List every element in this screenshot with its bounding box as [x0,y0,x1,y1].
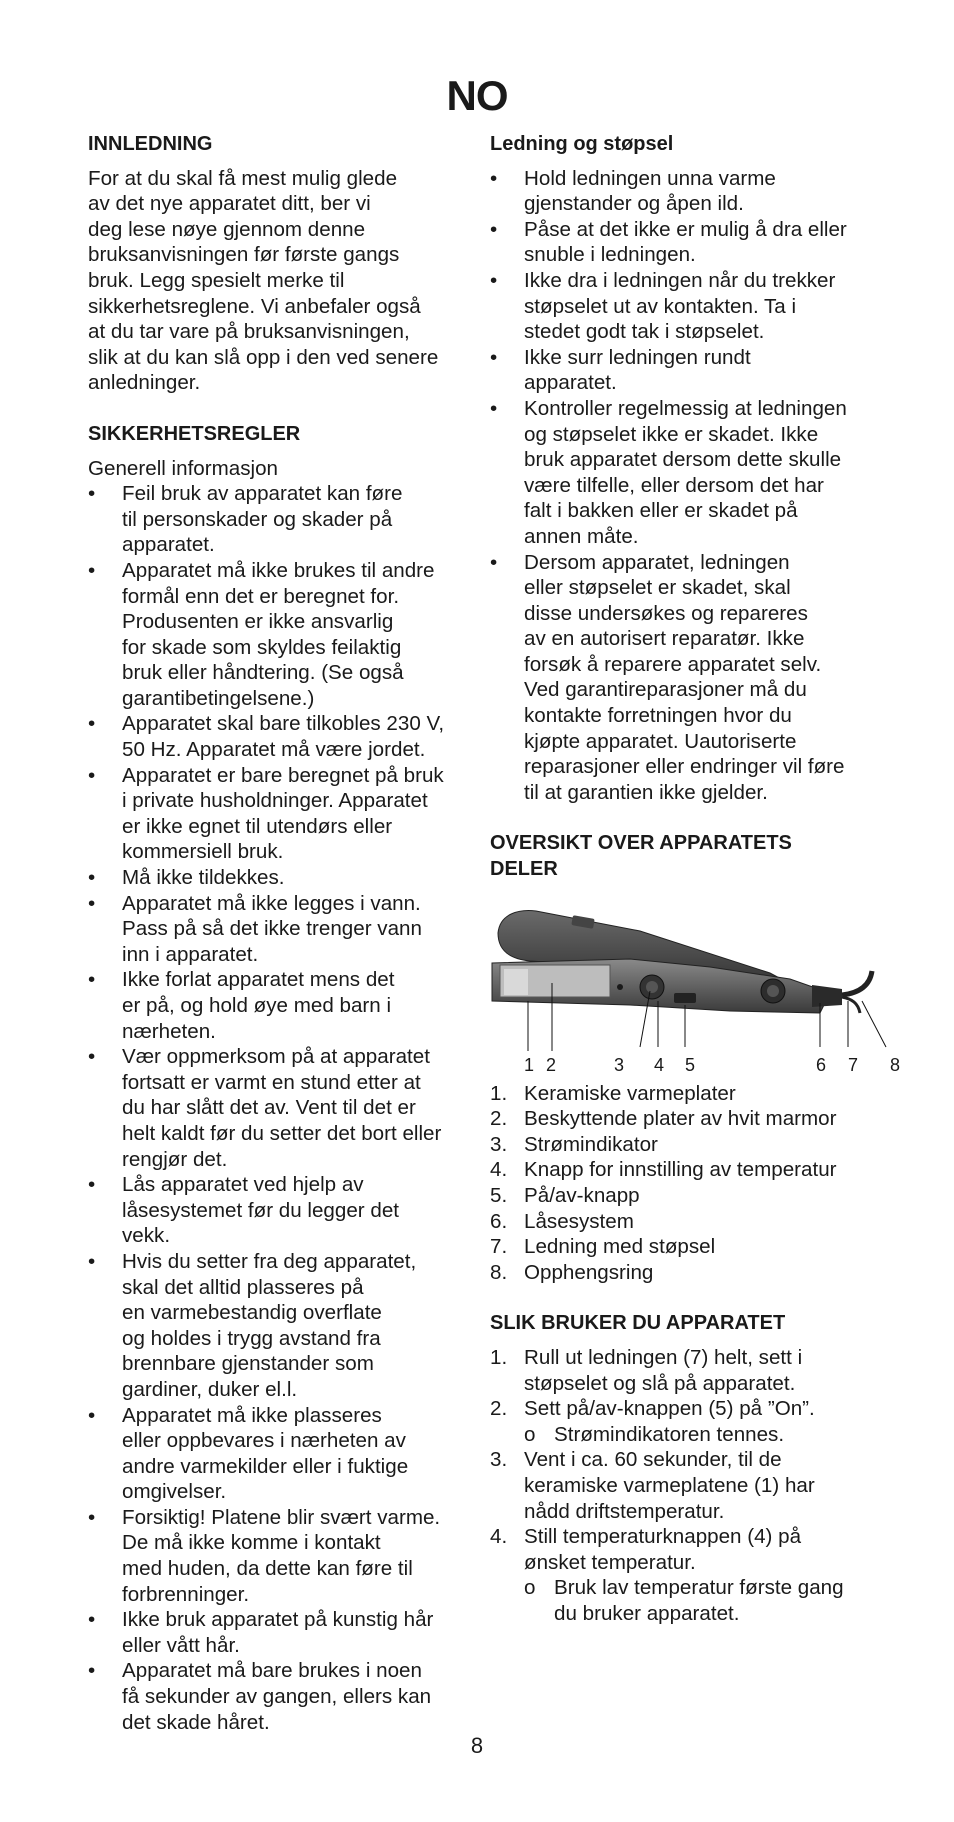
text-line: For at du skal få mest mulig glede [88,166,398,190]
text-line: andre varmekilder eller i fuktige [122,1454,409,1478]
intro-heading: INNLEDNING [88,133,213,155]
text-line: formål enn det er beregnet for. [122,584,400,608]
text-line: ønsket temperatur. [524,1550,696,1574]
sub-list [524,1422,890,1448]
text-line: Feil bruk av apparatet kan føre [122,482,403,506]
text-line: være tilfelle, eller dersom det har [524,473,824,497]
text-line: Still temperaturknappen (4) på [524,1525,802,1549]
text-line: av en autorisert reparatør. Ikke [524,627,805,651]
text-line: Lås apparatet ved hjelp av [122,1173,364,1197]
text-line: DELER [490,858,558,881]
callout-7: 7 [848,1054,859,1075]
text-line: inn i apparatet. [122,942,259,966]
text-line: Påse at det ikke er mulig å dra eller [524,217,847,241]
bullet-item [88,1607,468,1658]
safety-heading: SIKKERHETSREGLER [88,422,301,445]
bullet-item [88,891,468,968]
step-item [490,1524,890,1626]
hair-straightener-image [490,901,910,1051]
part-item: 1. Keramiske varmeplater [490,1081,736,1105]
bullet-item [88,967,468,1044]
bullet-item [88,1403,468,1505]
bullet-item [88,1172,468,1249]
text-line: bruksanvisningen før første gangs [88,243,400,267]
step-item [490,1447,890,1524]
bullet-item [490,268,890,345]
text-line: Forsiktig! Platene blir svært varme. [122,1505,441,1529]
sub-item [524,1422,890,1448]
text-line: til at garantien ikke gjelder. [524,780,768,804]
text-line: Apparatet må bare brukes i noen [122,1659,422,1683]
callout-6: 6 [816,1054,827,1075]
part-item: 3. Strømindikator [490,1132,658,1156]
text-line: i private husholdninger. Apparatet [122,789,428,813]
callout-3: 3 [614,1054,625,1075]
bullet-item [490,550,890,806]
text-line: gjenstander og åpen ild. [524,192,744,216]
text-line: støpselet og slå på apparatet. [524,1371,796,1395]
text-line: støpselet ut av kontakten. Ta i [524,294,797,318]
text-line: Ikke forlat apparatet mens det [122,968,395,992]
text-line: Ikke surr ledningen rundt [524,345,751,369]
text-line: Må ikke tildekkes. [122,866,285,890]
bullet-item [88,558,468,712]
callout-8: 8 [890,1054,901,1075]
text-line: Apparatet må ikke plasseres [122,1403,382,1427]
callout-5: 5 [685,1054,696,1075]
text-line: OVERSIKT OVER APPARATETS [490,832,792,855]
cord-list [490,166,890,806]
text-line: kjøpte apparatet. Uautoriserte [524,729,797,753]
text-line: Rull ut ledningen (7) helt, sett i [524,1345,803,1369]
safety-subheading: Generell informasjon [88,456,279,480]
text-line: til personskader og skader på [122,507,393,531]
callout-4: 4 [654,1054,665,1075]
text-line: Vær oppmerksom på at apparatet [122,1045,430,1069]
text-line: reparasjoner eller endringer vil føre [524,755,845,779]
text-line: eller støpselet er skadet, skal [524,576,791,600]
text-line: Ikke bruk apparatet på kunstig hår [122,1608,434,1632]
text-line: 50 Hz. Apparatet må være jordet. [122,738,426,762]
parts-list [490,1081,890,1286]
text-line: helt kaldt før du setter det bort eller [122,1121,442,1145]
bullet-item [490,217,890,268]
text-line: falt i bakken eller er skadet på [524,499,798,523]
intro-paragraph [88,166,468,396]
cord-heading: Ledning og støpsel [490,133,674,155]
text-line: Sett på/av-knappen (5) på ”On”. [524,1397,815,1421]
text-line: skal det alltid plasseres på [122,1275,364,1299]
text-line: De må ikke komme i kontakt [122,1531,381,1555]
text-line: Hvis du setter fra deg apparatet, [122,1249,417,1273]
text-line: garantibetingelsene.) [122,686,315,710]
text-line: Kontroller regelmessig at ledningen [524,396,847,420]
left-column [88,132,468,1735]
text-line: keramiske varmeplatene (1) har [524,1473,815,1497]
bullet-item [490,396,890,550]
text-line: forsøk å reparere apparatet selv. [524,652,822,676]
text-line: Produsenten er ikke ansvarlig [122,610,394,634]
step-number: 2. [490,1397,508,1421]
part-item: 7. Ledning med støpsel [490,1235,716,1259]
text-line: deg lese nøye gjennom denne [88,217,366,241]
text-line: disse undersøkes og repareres [524,601,808,625]
safety-list [88,481,468,1735]
text-line: Vent i ca. 60 sekunder, til de [524,1448,782,1472]
text-line: Apparatet må ikke brukes til andre [122,558,435,582]
text-line: for skade som skyldes feilaktig [122,635,402,659]
part-item: 4. Knapp for innstilling av temperatur [490,1158,837,1182]
text-line: kommersiell bruk. [122,840,284,864]
text-line: forbrenninger. [122,1582,250,1606]
text-line: er ikke egnet til utendørs eller [122,814,393,838]
text-line: av det nye apparatet ditt, ber vi [88,192,371,216]
step-number: 3. [490,1448,508,1472]
part-item: 6. Låsesystem [490,1209,634,1233]
bullet-item [490,345,890,396]
part-item: 8. Opphengsring [490,1260,654,1284]
text-line: er på, og hold øye med barn i [122,994,392,1017]
text-line: Pass på så det ikke trenger vann [122,917,422,941]
text-line: gardiner, duker el.l. [122,1377,298,1401]
text-line: slik at du kan slå opp i den ved senere [88,345,439,369]
text-line: nærheten. [122,1019,216,1043]
text-line: det skade håret. [122,1710,270,1734]
step-number: 4. [490,1525,508,1549]
language-code: NO [446,72,508,119]
text-line: apparatet. [122,533,215,557]
callout-1: 1 [524,1054,535,1075]
text-line: rengjør det. [122,1147,228,1171]
text-line: du har slått det av. Vent til det er [122,1096,416,1120]
text-line: Apparatet er bare beregnet på bruk [122,763,444,787]
text-line: Strømindikatoren tennes. [554,1422,785,1446]
bullet-item [490,166,890,217]
text-line: annen måte. [524,524,639,548]
text-line: omgivelser. [122,1480,227,1504]
bullet-item [88,481,468,558]
step-item [490,1396,890,1447]
text-line: Dersom apparatet, ledningen [524,550,790,574]
text-line: du bruker apparatet. [554,1601,740,1625]
text-line: Apparatet skal bare tilkobles 230 V, [122,712,445,736]
text-line: bruk eller håndtering. (Se også [122,661,404,685]
text-line: Hold ledningen unna varme [524,166,776,190]
usage-steps [490,1345,890,1627]
text-line: stedet godt tak i støpselet. [524,320,765,344]
text-line: at du tar vare på bruksanvisningen, [88,320,410,344]
callout-2: 2 [546,1054,557,1075]
bullet-item [88,711,468,762]
text-line: sikkerhetsreglene. Vi anbefaler også [88,294,421,318]
text-line: låsesystemet før du legger det [122,1198,399,1222]
overview-heading [490,831,890,882]
bullet-item [88,1658,468,1735]
bullet-item [88,1505,468,1607]
text-line: anledninger. [88,371,201,395]
text-line: bruk. Legg spesielt merke til [88,268,345,292]
step-number: 1. [490,1345,508,1369]
part-item: 2. Beskyttende plater av hvit marmor [490,1107,837,1131]
text-line: eller oppbevares i nærheten av [122,1429,406,1453]
text-line: Ved garantireparasjoner må du [524,678,807,702]
text-line: snuble i ledningen. [524,243,696,267]
page-number: 8 [470,1733,484,1758]
appliance-illustration [490,901,910,1073]
bullet-item [88,1249,468,1403]
text-line: og støpselet ikke er skadet. Ikke [524,422,819,446]
text-line: få sekunder av gangen, ellers kan [122,1685,432,1709]
right-column [490,132,901,1627]
text-line: eller vått hår. [122,1633,240,1657]
text-line: Bruk lav temperatur første gang [554,1576,844,1600]
sub-list [524,1575,890,1626]
step-item [490,1345,890,1396]
bullet-item [88,865,468,891]
text-line: Ikke dra i ledningen når du trekker [524,268,836,292]
bullet-item [88,763,468,865]
text-line: nådd driftstemperatur. [524,1499,725,1523]
sub-item [524,1575,890,1626]
part-item: 5. På/av-knapp [490,1184,640,1207]
text-line: fortsatt er varmt en stund etter at [122,1070,421,1094]
text-line: kontakte forretningen hvor du [524,704,792,728]
text-line: med huden, da dette kan føre til [122,1557,413,1581]
bullet-item [88,1044,468,1172]
text-line: en varmebestandig overflate [122,1301,382,1325]
text-line: apparatet. [524,371,617,395]
text-line: brennbare gjenstander som [122,1352,374,1376]
text-line: Apparatet må ikke legges i vann. [122,891,421,915]
text-line: og holdes i trygg avstand fra [122,1326,381,1350]
usage-heading: SLIK BRUKER DU APPARATET [490,1312,786,1335]
text-line: vekk. [122,1224,171,1248]
text-line: bruk apparatet dersom dette skulle [524,448,842,472]
